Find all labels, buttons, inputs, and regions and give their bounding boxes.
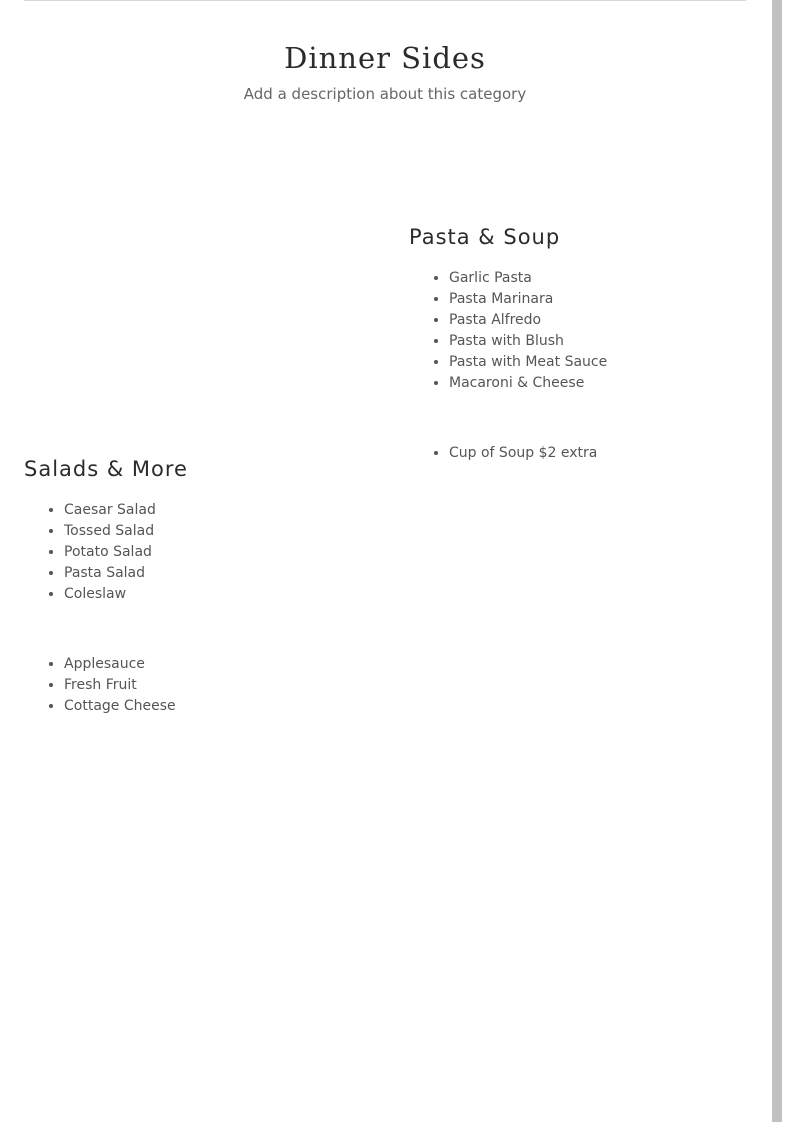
list-item: • Applesauce xyxy=(64,654,354,675)
scrollbar-thumb[interactable] xyxy=(772,0,782,1122)
list-item: • Pasta with Blush xyxy=(449,331,739,352)
category-title: Dinner Sides xyxy=(284,41,486,75)
list-item: • Caesar Salad xyxy=(64,500,354,521)
scrollbar[interactable] xyxy=(770,0,785,1122)
list-item: • Garlic Pasta xyxy=(449,268,739,289)
list-item: • Pasta Alfredo xyxy=(449,310,739,331)
top-divider xyxy=(24,0,746,1)
item-list xyxy=(409,268,739,394)
list-item: • Fresh Fruit xyxy=(64,675,354,696)
item-list xyxy=(409,443,739,464)
list-item: • Macaroni & Cheese xyxy=(449,373,739,394)
category-description: Add a description about this category xyxy=(243,85,527,103)
list-item: • Cottage Cheese xyxy=(64,696,354,717)
item-list xyxy=(24,654,354,717)
list-item: • Pasta Marinara xyxy=(449,289,739,310)
list-item: • Potato Salad xyxy=(64,542,354,563)
list-item: • Coleslaw xyxy=(64,584,354,605)
section-pasta-soup xyxy=(409,222,739,464)
section-title: Salads & More xyxy=(24,457,188,481)
section-title: Pasta & Soup xyxy=(409,225,561,249)
item-list xyxy=(24,500,354,605)
section-salads-more xyxy=(24,454,354,717)
list-item: • Pasta Salad xyxy=(64,563,354,584)
list-item: • Cup of Soup $2 extra xyxy=(449,443,739,464)
list-item: • Pasta with Meat Sauce xyxy=(449,352,739,373)
list-item: • Tossed Salad xyxy=(64,521,354,542)
